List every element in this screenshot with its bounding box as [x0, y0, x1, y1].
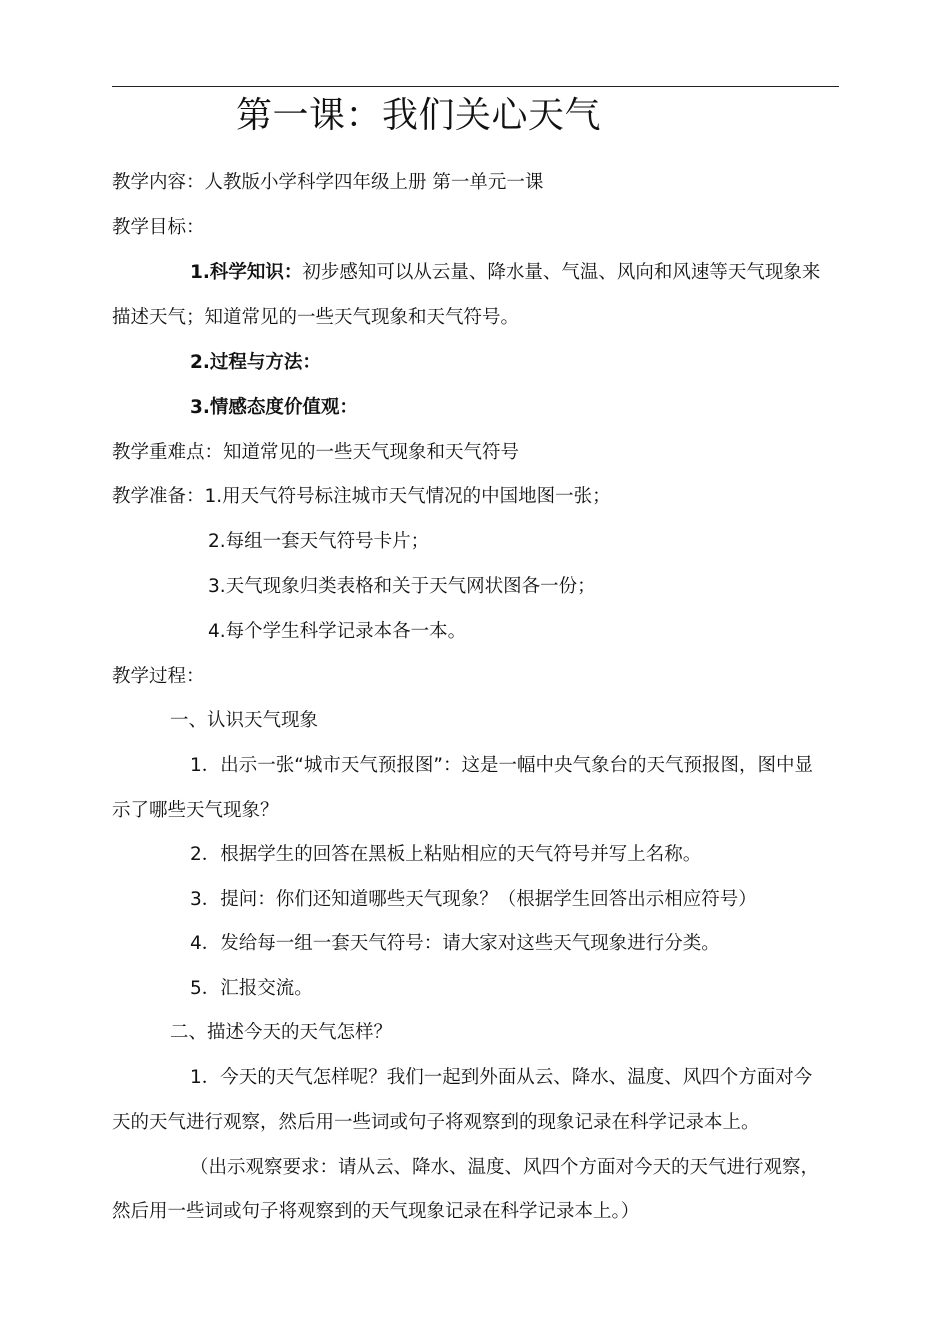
- section-2-note: （出示观察要求：请从云、降水、温度、风四个方面对今天的天气进行观察，: [190, 1157, 820, 1178]
- section-1-step-3: 3．提问：你们还知道哪些天气现象？（根据学生回答出示相应符号）: [190, 889, 757, 910]
- key-points: 教学重难点：知道常见的一些天气现象和天气符号: [112, 442, 520, 463]
- objective-1: [190, 260, 820, 286]
- objective-2-label: 2.过程与方法：: [190, 352, 321, 373]
- section-1-step-2: 2．根据学生的回答在黑板上粘贴相应的天气符号并写上名称。: [190, 844, 702, 865]
- section-2-step-1-cont: 天的天气进行观察，然后用一些词或句子将观察到的现象记录在科学记录本上。: [112, 1112, 760, 1133]
- objective-1-label: 1.科学知识：: [190, 262, 303, 283]
- process-heading: 教学过程：: [112, 666, 205, 687]
- preparation-4: 4.每个学生科学记录本各一本。: [208, 621, 467, 642]
- section-1-step-1-cont: 示了哪些天气现象？: [112, 800, 279, 821]
- section-2-note-cont: 然后用一些词或句子将观察到的天气现象记录在科学记录本上。）: [112, 1201, 640, 1222]
- section-1-step-5: 5．汇报交流。: [190, 978, 313, 999]
- preparation-1: 教学准备：1.用天气符号标注城市天气情况的中国地图一张；: [112, 486, 611, 507]
- objectives-heading: 教学目标：: [112, 217, 205, 238]
- preparation-2: 2.每组一套天气符号卡片；: [208, 531, 430, 552]
- section-1-step-4: 4．发给每一组一套天气符号：请大家对这些天气现象进行分类。: [190, 933, 720, 954]
- content-line: 教学内容：人教版小学科学四年级上册 第一单元一课: [112, 172, 544, 193]
- section-1-step-1: 1．出示一张“城市天气预报图”：这是一幅中央气象台的天气预报图，图中显: [190, 755, 813, 776]
- section-2-step-1: 1．今天的天气怎样呢？我们一起到外面从云、降水、温度、风四个方面对今: [190, 1067, 813, 1088]
- preparation-3: 3.天气现象归类表格和关于天气网状图各一份；: [208, 576, 596, 597]
- header-rule: [112, 86, 839, 87]
- page-title: 第一课：我们关心天气: [236, 95, 602, 136]
- objective-3-label: 3.情感态度价值观：: [190, 397, 358, 418]
- section-1-heading: 一、认识天气现象: [170, 710, 319, 731]
- section-2-heading: 二、描述今天的天气怎样？: [170, 1022, 393, 1043]
- objective-1-text: 初步感知可以从云量、降水量、气温、风向和风速等天气现象来: [302, 262, 821, 283]
- objective-1-text-cont: 描述天气；知道常见的一些天气现象和天气符号。: [112, 307, 520, 328]
